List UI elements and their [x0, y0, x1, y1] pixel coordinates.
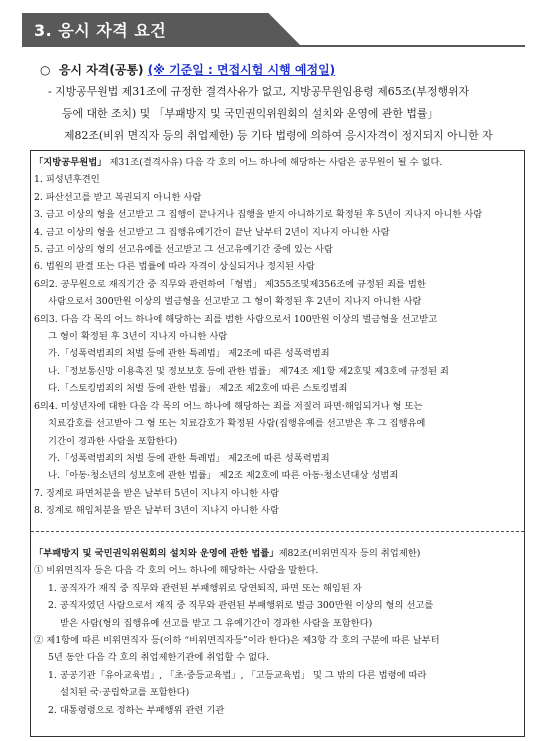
intro-paragraph: [48, 81, 528, 147]
law2-heading: 「부패방지 및 국민권익위원회의 설치와 운영에 관한 법률」제82조(비위면직자 등의 취업제한): [34, 548, 421, 559]
intro-line: - 지방공무원법 제31조에 규정한 결격사유가 없고, 지방공무원임용령 제65조(부정행위자: [48, 85, 470, 98]
law2-item: 설치된 국·공립학교를 포함한다): [60, 687, 190, 699]
law1-heading: 「지방공무원법」 제31조(결격사유) 다음 각 호의 어느 하나에 해당하는 사람은 공무원이 될 수 없다.: [34, 157, 443, 168]
law2-item: 1. 공공기관「유아교육법」, 「초·중등교육법」, 「고등교육법」 및 그 밖의 다른 법령에 따라: [48, 669, 427, 681]
law1-item: 6의4. 미성년자에 대한 다음 각 목의 어느 하나에 해당하는 죄를 저질러 파면·해임되거나 형 또는: [34, 400, 423, 412]
law1-item: 6. 법원의 판결 또는 다른 법률에 따라 자격이 상실되거나 정지된 사람: [34, 261, 315, 273]
qualification-heading: [40, 61, 335, 78]
law1-item: 치료감호를 선고받아 그 형 또는 치료감호가 확정된 사람(집행유예를 선고받은 후 그 집행유예: [48, 418, 426, 430]
law1-item: 사람으로서 300만원 이상의 벌금형을 선고받고 그 형이 확정된 후 2년이 지나지 아니한 사람: [48, 296, 422, 308]
law1-item: 기간이 경과한 사람을 포함한다): [48, 435, 178, 447]
law1-item: 6의3. 다음 각 목의 어느 하나에 해당하는 죄를 범한 사람으로서 100만원 이상의 벌금형을 선고받고: [34, 313, 438, 325]
law1-item: 3. 금고 이상의 형을 선고받고 그 집행이 끝나거나 집행을 받지 아니하기로 확정된 후 5년이 지나지 아니한 사람: [34, 209, 483, 221]
law1-item: 7. 징계로 파면처분을 받은 날부터 5년이 지나지 아니한 사람: [34, 487, 279, 499]
dashed-divider: [31, 531, 524, 532]
law1-item: 2. 파산선고를 받고 복권되지 아니한 사람: [34, 191, 202, 203]
intro-line: 등에 대한 조치) 및 「부패방지 및 국민권익위원회의 설치와 운영에 관한 법률」: [62, 107, 439, 120]
law1-item: 5. 금고 이상의 형의 선고유예를 선고받고 그 선고유예기간 중에 있는 사람: [34, 244, 333, 256]
law1-item: 가.「성폭력범죄의 처벌 등에 관한 특례법」 제2조에 따른 성폭력범죄: [48, 348, 330, 360]
circle-bullet-icon: ○: [40, 63, 51, 77]
law1-item: 가.「성폭력범죄의 처벌 등에 관한 특례법」 제2조에 따른 성폭력범죄: [48, 452, 330, 464]
law1-item: 나.「아동·청소년의 성보호에 관한 법률」 제2조 제2호에 따른 아동·청소년대상 성범죄: [48, 470, 399, 482]
header-underline: [22, 45, 525, 47]
law1-item: 4. 금고 이상의 형을 선고받고 그 집행유예기간이 끝난 날부터 2년이 지나지 아니한 사람: [34, 226, 390, 238]
law1-item: 8. 징계로 해임처분을 받은 날부터 3년이 지나지 아니한 사람: [34, 505, 279, 517]
qualification-label: 응시 자격(공통): [58, 63, 144, 77]
law1-item: 그 형이 확정된 후 3년이 지나지 아니한 사람: [48, 331, 228, 343]
law2-item: 1. 공직자가 재직 중 직무와 관련된 부패행위로 당연퇴직, 파면 또는 해임된 자: [48, 582, 362, 594]
law1-item: 6의2. 공무원으로 재직기간 중 직무와 관련하여「형법」 제355조및제356조에 규정된 죄를 범한: [34, 278, 426, 290]
anti-corruption-act-section: [34, 545, 528, 719]
local-civil-service-act-section: [34, 154, 528, 520]
law2-item: 받은 사람(형의 집행유예 선고를 받고 그 유예기간이 경과한 사람을 포함한다): [60, 617, 373, 629]
law1-item: 다.「스토킹범죄의 처벌 등에 관한 법률」 제2조 제2호에 따른 스토킹범죄: [48, 383, 348, 395]
law1-item: 나.「정보통신망 이용촉진 및 정보보호 등에 관한 법률」 제74조 제1항 제2호및 제3호에 규정된 죄: [48, 365, 449, 377]
law1-item: 1. 피성년후견인: [34, 174, 100, 186]
section-title: 3. 응시 자격 요건: [34, 21, 167, 40]
law2-item: 5년 동안 다음 각 호의 취업제한기관에 취업할 수 없다.: [48, 652, 270, 664]
intro-line: 제82조(비위 면직자 등의 취업제한) 등 기타 법령에 의하여 응시자격이 정지되지 아니한 자: [64, 129, 493, 142]
reference-date-note: (※ 기준일 : 면접시험 시행 예정일): [147, 63, 336, 77]
law2-item: 2. 대통령령으로 정하는 부패행위 관련 기관: [48, 704, 225, 716]
law2-item: ① 비위면직자 등은 다음 각 호의 어느 하나에 해당하는 사람을 말한다.: [34, 565, 319, 577]
law2-item: ② 제1항에 따른 비위면직자 등(이하 “비위면직자등”이라 한다)은 제3항 각 호의 구분에 따른 날부터: [34, 635, 440, 647]
law2-item: 2. 공직자였던 사람으로서 재직 중 직무와 관련된 부패행위로 벌금 300만원 이상의 형의 선고를: [48, 600, 434, 612]
